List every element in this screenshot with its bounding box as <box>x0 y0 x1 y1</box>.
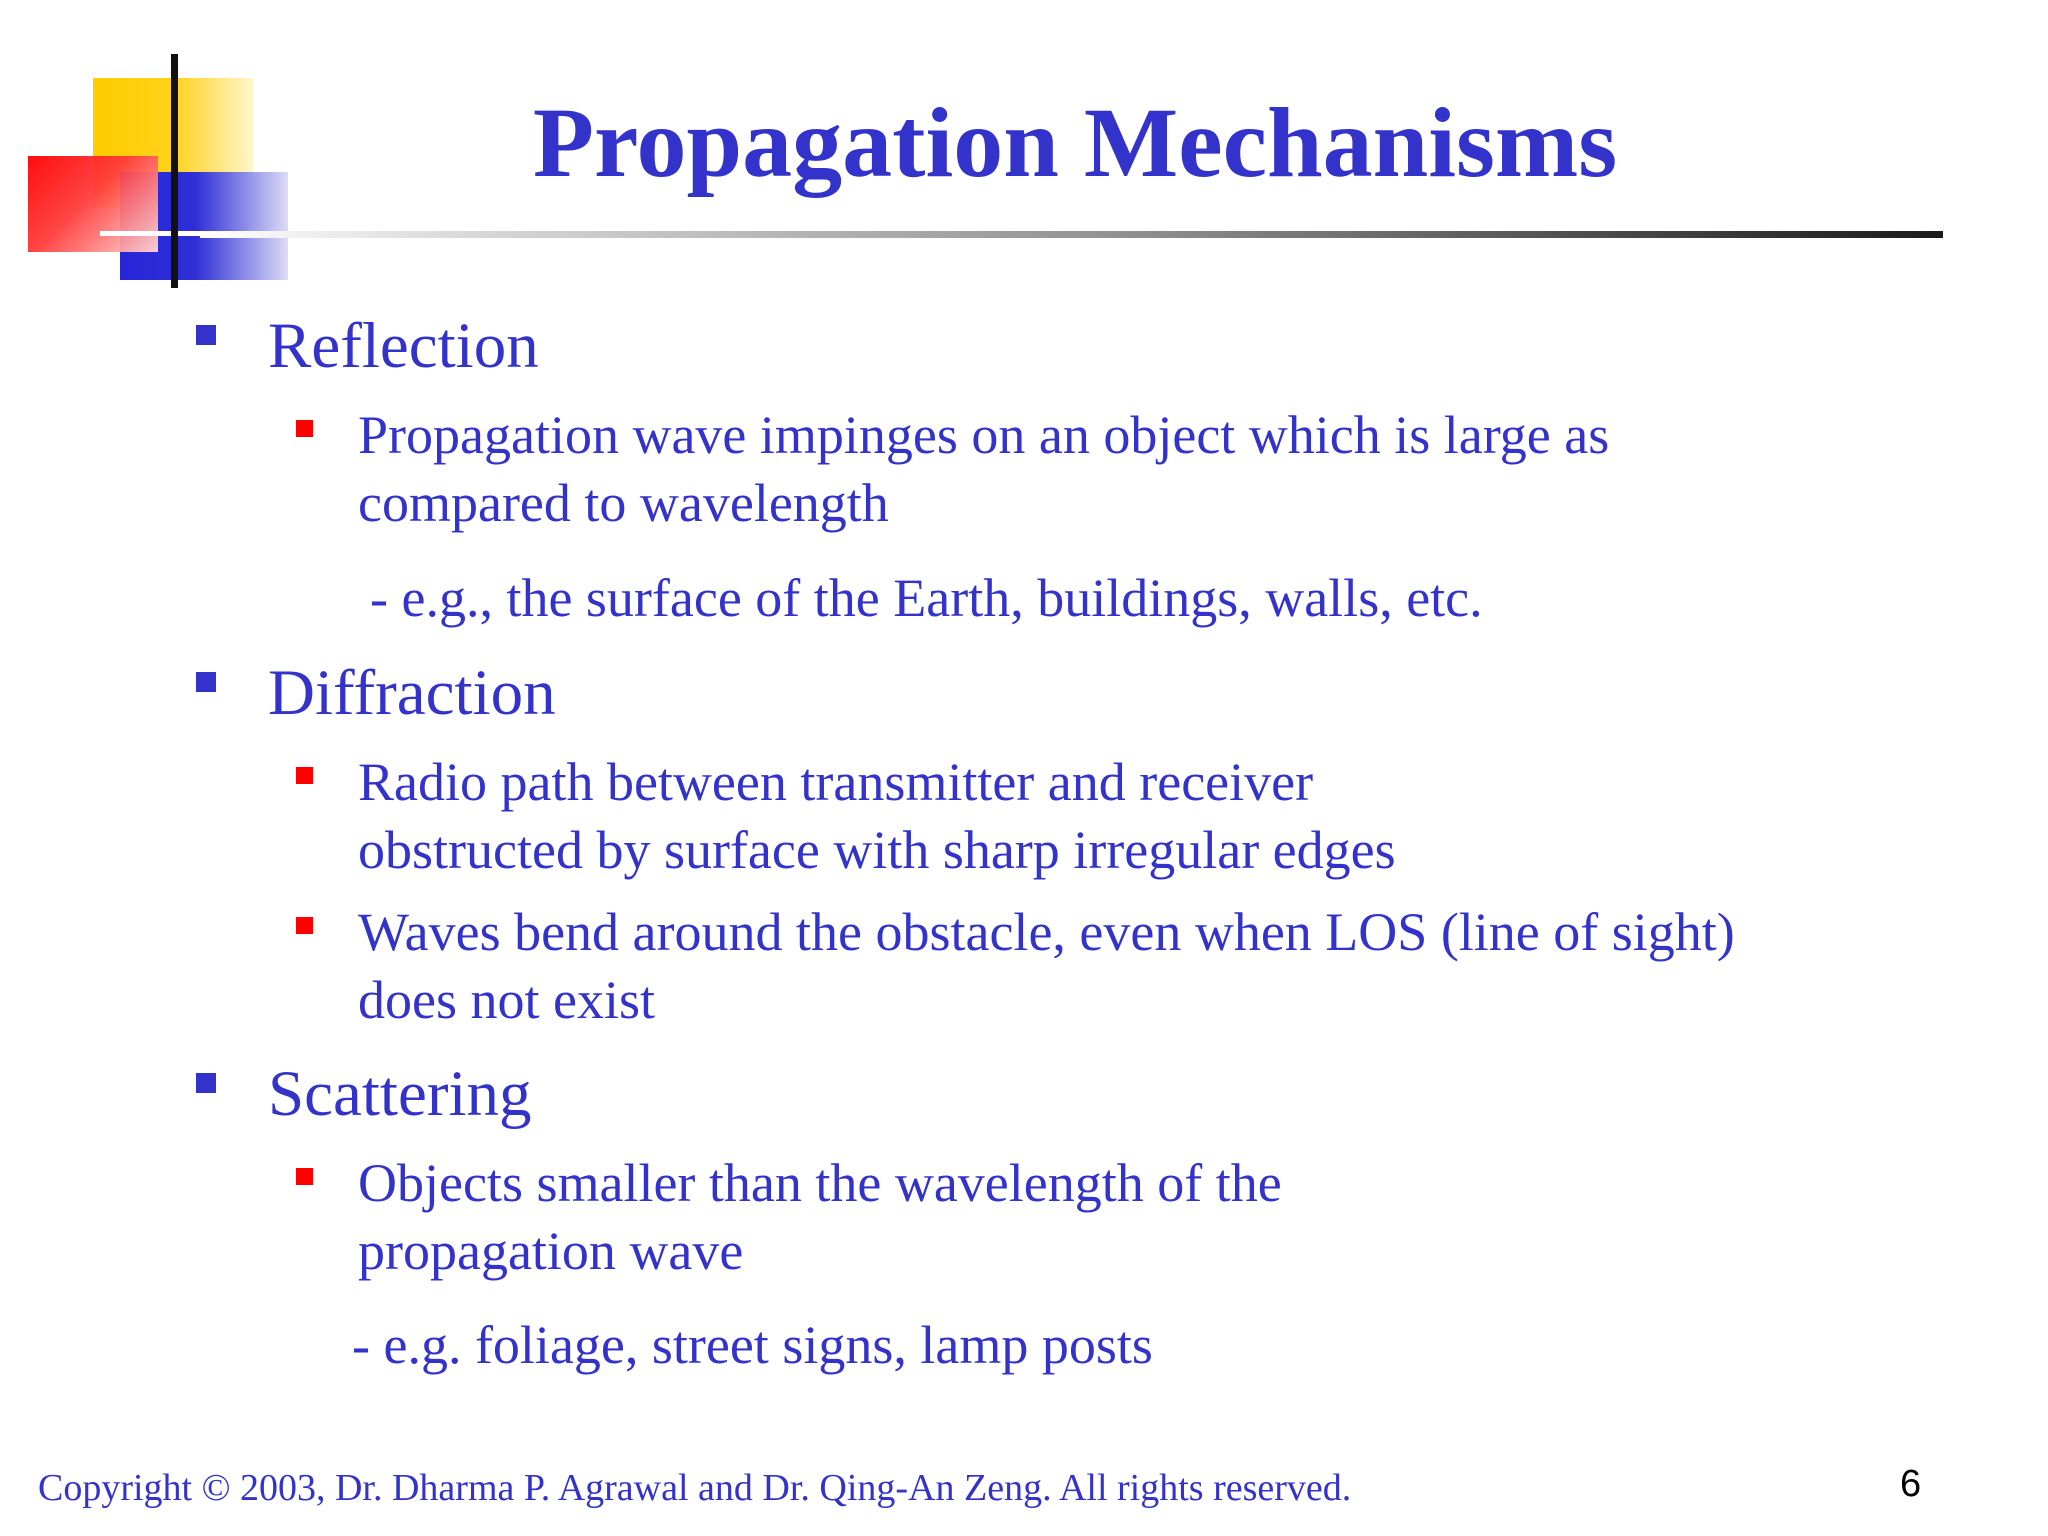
point-line: does not exist <box>358 970 655 1030</box>
level1-bullet-icon <box>196 1073 216 1093</box>
section-heading: Diffraction <box>268 657 556 729</box>
level2-bullet-icon <box>296 917 313 934</box>
point-line: Propagation wave impinges on an object which is large as <box>358 405 1610 465</box>
point-line: compared to wavelength <box>358 473 889 533</box>
example-note: - e.g. foliage, street signs, lamp posts <box>352 1315 1153 1375</box>
point-line: Radio path between transmitter and receiver <box>358 752 1314 812</box>
level2-bullet-icon <box>296 767 313 784</box>
slide-title: Propagation Mechanisms <box>532 87 1618 198</box>
point-line: Waves bend around the obstacle, even when LOS (line of sight) <box>358 902 1735 962</box>
red-square-decoration <box>28 156 158 252</box>
level2-bullet-icon <box>296 420 313 437</box>
level1-bullet-icon <box>196 672 216 692</box>
title-underline <box>200 231 1943 238</box>
point-line: Objects smaller than the wavelength of the <box>358 1153 1282 1213</box>
example-note: - e.g., the surface of the Earth, buildings, walls, etc. <box>370 568 1483 628</box>
section-heading: Reflection <box>268 310 539 382</box>
copyright-footer: Copyright © 2003, Dr. Dharma P. Agrawal and Dr. Qing-An Zeng. All rights reserved. <box>38 1467 1352 1509</box>
level2-bullet-icon <box>296 1168 313 1185</box>
point-line: obstructed by surface with sharp irregular edges <box>358 820 1396 880</box>
black-vertical-line-decoration <box>171 54 178 288</box>
point-line: propagation wave <box>358 1221 744 1281</box>
page-number: 6 <box>1900 1463 1922 1505</box>
decorative-logo <box>0 0 300 300</box>
section-heading: Scattering <box>268 1058 532 1130</box>
level1-bullet-icon <box>196 325 216 345</box>
